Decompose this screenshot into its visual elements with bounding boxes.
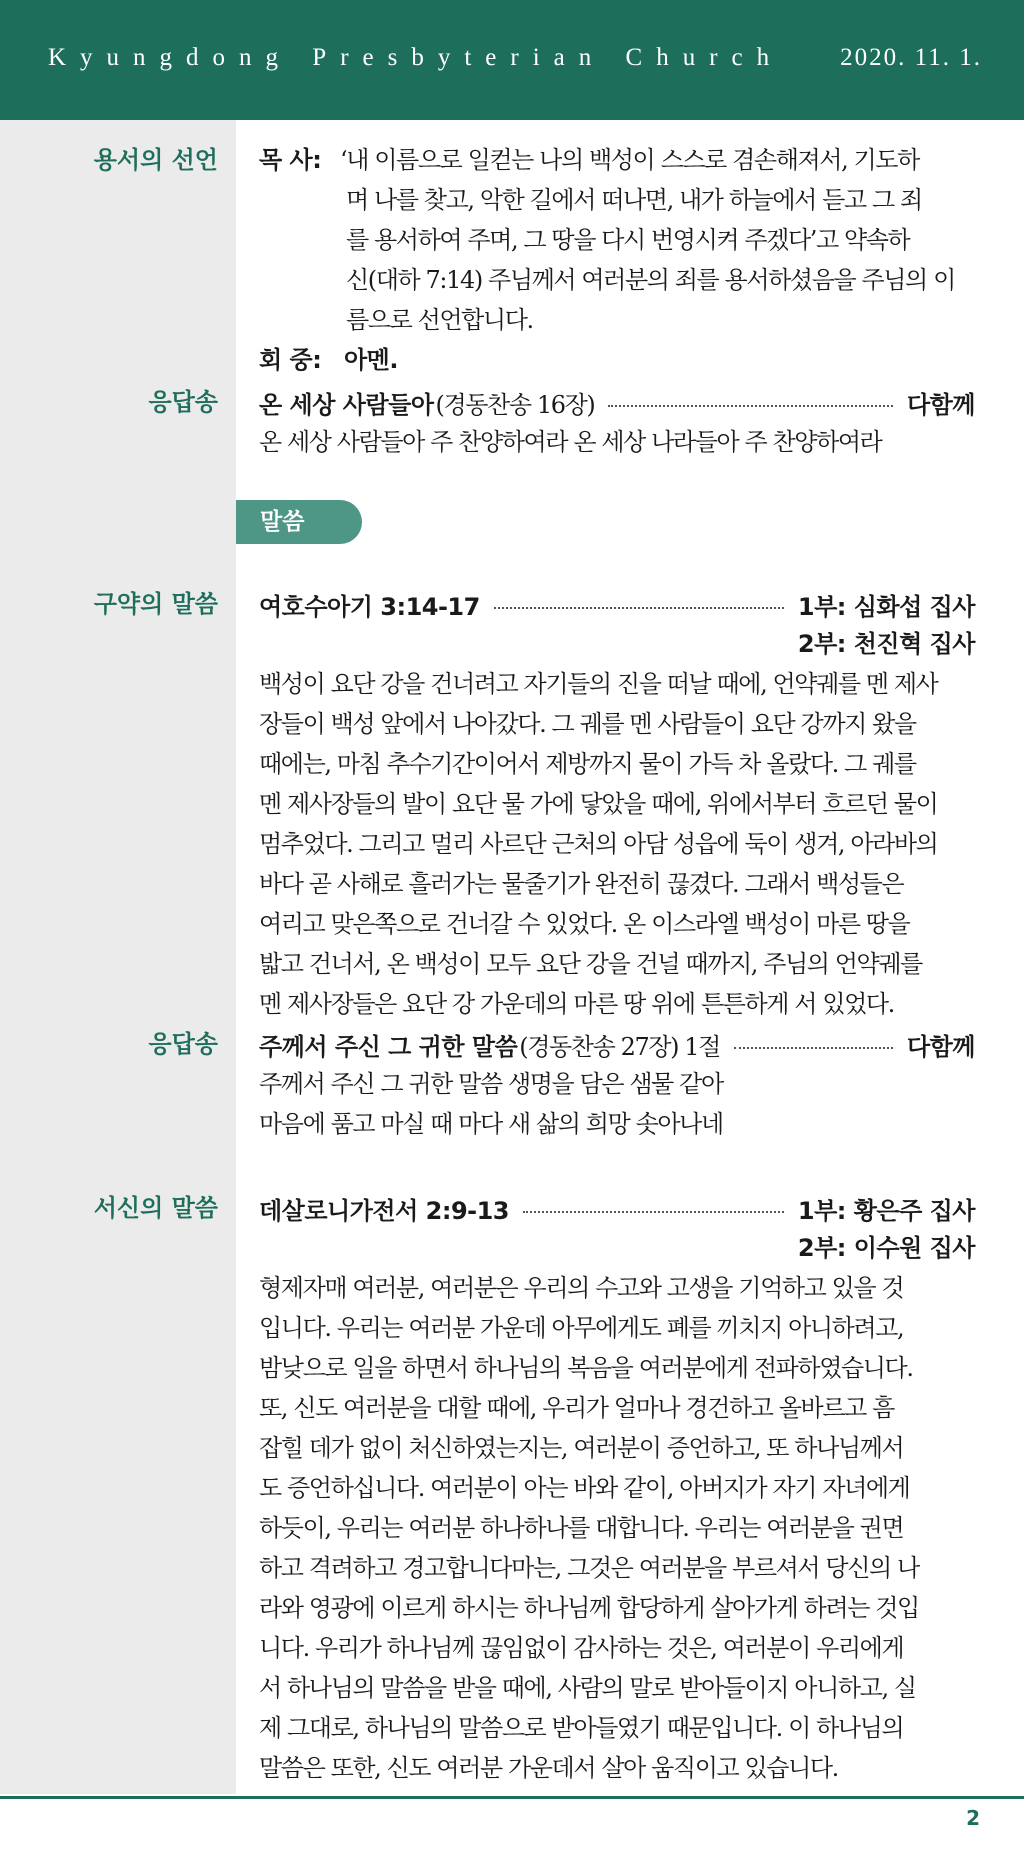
absolution-line: ‘내 이름으로 일컫는 나의 백성이 스스로 겸손해져서, 기도하 xyxy=(340,146,919,174)
reader-service-2: 2부: 이수원 집사 xyxy=(797,1234,975,1262)
scripture-line: 니다. 우리가 하나님께 끊임없이 감사하는 것은, 여러분이 우리에게 xyxy=(259,1634,904,1662)
scripture-line: 제 그대로, 하나님의 말씀으로 받아들였기 때문입니다. 이 하나님의 xyxy=(259,1714,904,1742)
absolution-line: 름으로 선언합니다. xyxy=(346,306,533,334)
dot-leader xyxy=(734,1047,893,1049)
hymn-note: (경동찬송 16장) xyxy=(435,390,595,419)
scripture-line: 형제자매 여러분, 여러분은 우리의 수고와 고생을 기억하고 있을 것 xyxy=(259,1274,904,1302)
scripture-line: 바다 곧 사해로 흘러가는 물줄기가 완전히 끊겼다. 그래서 백성들은 xyxy=(259,870,904,898)
scripture-line: 밟고 건너서, 온 백성이 모두 요단 강을 건널 때까지, 주님의 언약궤를 xyxy=(259,950,922,978)
old-testament-label: 구약의 말씀 xyxy=(93,590,218,618)
hymn-performer: 다함께 xyxy=(906,1032,975,1061)
congregation-label: 회 중: xyxy=(259,346,322,374)
left-label-column xyxy=(0,120,236,1794)
dot-leader xyxy=(523,1211,784,1213)
reader-service-1: 1부: 황은주 집사 xyxy=(797,1196,975,1225)
response-label: 응답송 xyxy=(148,1030,218,1058)
hymn-title: 주께서 주신 그 귀한 말씀 xyxy=(259,1032,518,1061)
scripture-line: 서 하나님의 말씀을 받을 때에, 사람의 말로 받아들이지 아니하고, 실 xyxy=(259,1674,916,1702)
epistle-label: 서신의 말씀 xyxy=(93,1194,218,1222)
scripture-line: 하고 격려하고 경고합니다마는, 그것은 여러분을 부르셔서 당신의 나 xyxy=(259,1554,919,1582)
reader-service-1: 1부: 심화섭 집사 xyxy=(797,592,975,621)
scripture-reference: 여호수아기 3:14-17 xyxy=(259,592,480,621)
response-title-row xyxy=(259,1024,975,1064)
hymn-lyric-line: 온 세상 사람들아 주 찬양하여라 온 세상 나라들아 주 찬양하여라 xyxy=(259,428,882,456)
scripture-line: 입니다. 우리는 여러분 가운데 아무에게도 폐를 끼치지 아니하려고, xyxy=(259,1314,904,1342)
page-number: 2 xyxy=(966,1806,980,1830)
pastor-label: 목 사: xyxy=(259,146,322,174)
scripture-title-row xyxy=(259,584,975,624)
section-tab-word: 말씀 xyxy=(236,500,362,544)
scripture-line: 장들이 백성 앞에서 나아갔다. 그 궤를 멘 사람들이 요단 강까지 왔을 xyxy=(259,710,916,738)
scripture-line: 때에는, 마침 추수기간이어서 제방까지 물이 가득 차 올랐다. 그 궤를 xyxy=(259,750,916,778)
dot-leader xyxy=(608,405,893,407)
response-title-row xyxy=(259,382,975,422)
scripture-line: 말씀은 또한, 신도 여러분 가운데서 살아 움직이고 있습니다. xyxy=(259,1754,838,1782)
scripture-line: 멈추었다. 그리고 멀리 사르단 근처의 아담 성읍에 둑이 생겨, 아라바의 xyxy=(259,830,938,858)
scripture-line: 잡힐 데가 없이 처신하였는지는, 여러분이 증언하고, 또 하나님께서 xyxy=(259,1434,904,1462)
scripture-line: 멘 제사장들은 요단 강 가운데의 마른 땅 위에 튼튼하게 서 있었다. xyxy=(259,990,894,1018)
scripture-line: 하듯이, 우리는 여러분 하나하나를 대합니다. 우리는 여러분을 권면 xyxy=(259,1514,904,1542)
hymn-lyric-line: 주께서 주신 그 귀한 말씀 생명을 담은 샘물 같아 xyxy=(259,1070,723,1098)
dot-leader xyxy=(494,607,784,609)
scripture-title-row xyxy=(259,1188,975,1228)
scripture-line: 밤낮으로 일을 하면서 하나님의 복음을 여러분에게 전파하였습니다. xyxy=(259,1354,913,1382)
absolution-line: 며 나를 찾고, 악한 길에서 떠나면, 내가 하늘에서 듣고 그 죄 xyxy=(346,186,922,214)
hymn-title: 온 세상 사람들아 xyxy=(259,390,434,419)
bulletin-date: 2020. 11. 1. xyxy=(840,44,982,71)
absolution-line: 신(대하 7:14) 주님께서 여러분의 죄를 용서하셨음을 주님의 이 xyxy=(346,266,955,294)
scripture-line: 멘 제사장들의 발이 요단 물 가에 닿았을 때에, 위에서부터 흐르던 물이 xyxy=(259,790,938,818)
hymn-lyric-line: 마음에 품고 마실 때 마다 새 삶의 희망 솟아나네 xyxy=(259,1110,723,1138)
scripture-line: 라와 영광에 이르게 하시는 하나님께 합당하게 살아가게 하려는 것입 xyxy=(259,1594,919,1622)
scripture-line: 여리고 맞은쪽으로 건너갈 수 있었다. 온 이스라엘 백성이 마른 땅을 xyxy=(259,910,910,938)
response-label: 응답송 xyxy=(148,388,218,416)
page-header xyxy=(0,0,1024,120)
absolution-line: 를 용서하여 주며, 그 땅을 다시 번영시켜 주겠다’고 약속하 xyxy=(346,226,910,254)
reader-service-2: 2부: 천진혁 집사 xyxy=(797,630,975,658)
absolution-label: 용서의 선언 xyxy=(93,146,218,174)
scripture-line: 백성이 요단 강을 건너려고 자기들의 진을 떠날 때에, 언약궤를 멘 제사 xyxy=(259,670,938,698)
scripture-line: 도 증언하십니다. 여러분이 아는 바와 같이, 아버지가 자기 자녀에게 xyxy=(259,1474,910,1502)
scripture-line: 또, 신도 여러분을 대할 때에, 우리가 얼마나 경건하고 올바르고 흠 xyxy=(259,1394,894,1422)
scripture-reference: 데살로니가전서 2:9-13 xyxy=(259,1196,509,1225)
hymn-note: (경동찬송 27장) 1절 xyxy=(519,1032,720,1061)
hymn-performer: 다함께 xyxy=(906,390,975,419)
congregation-response: 아멘. xyxy=(344,346,398,374)
church-name: Kyungdong Presbyterian Church xyxy=(48,44,784,71)
footer-divider xyxy=(0,1796,1024,1799)
